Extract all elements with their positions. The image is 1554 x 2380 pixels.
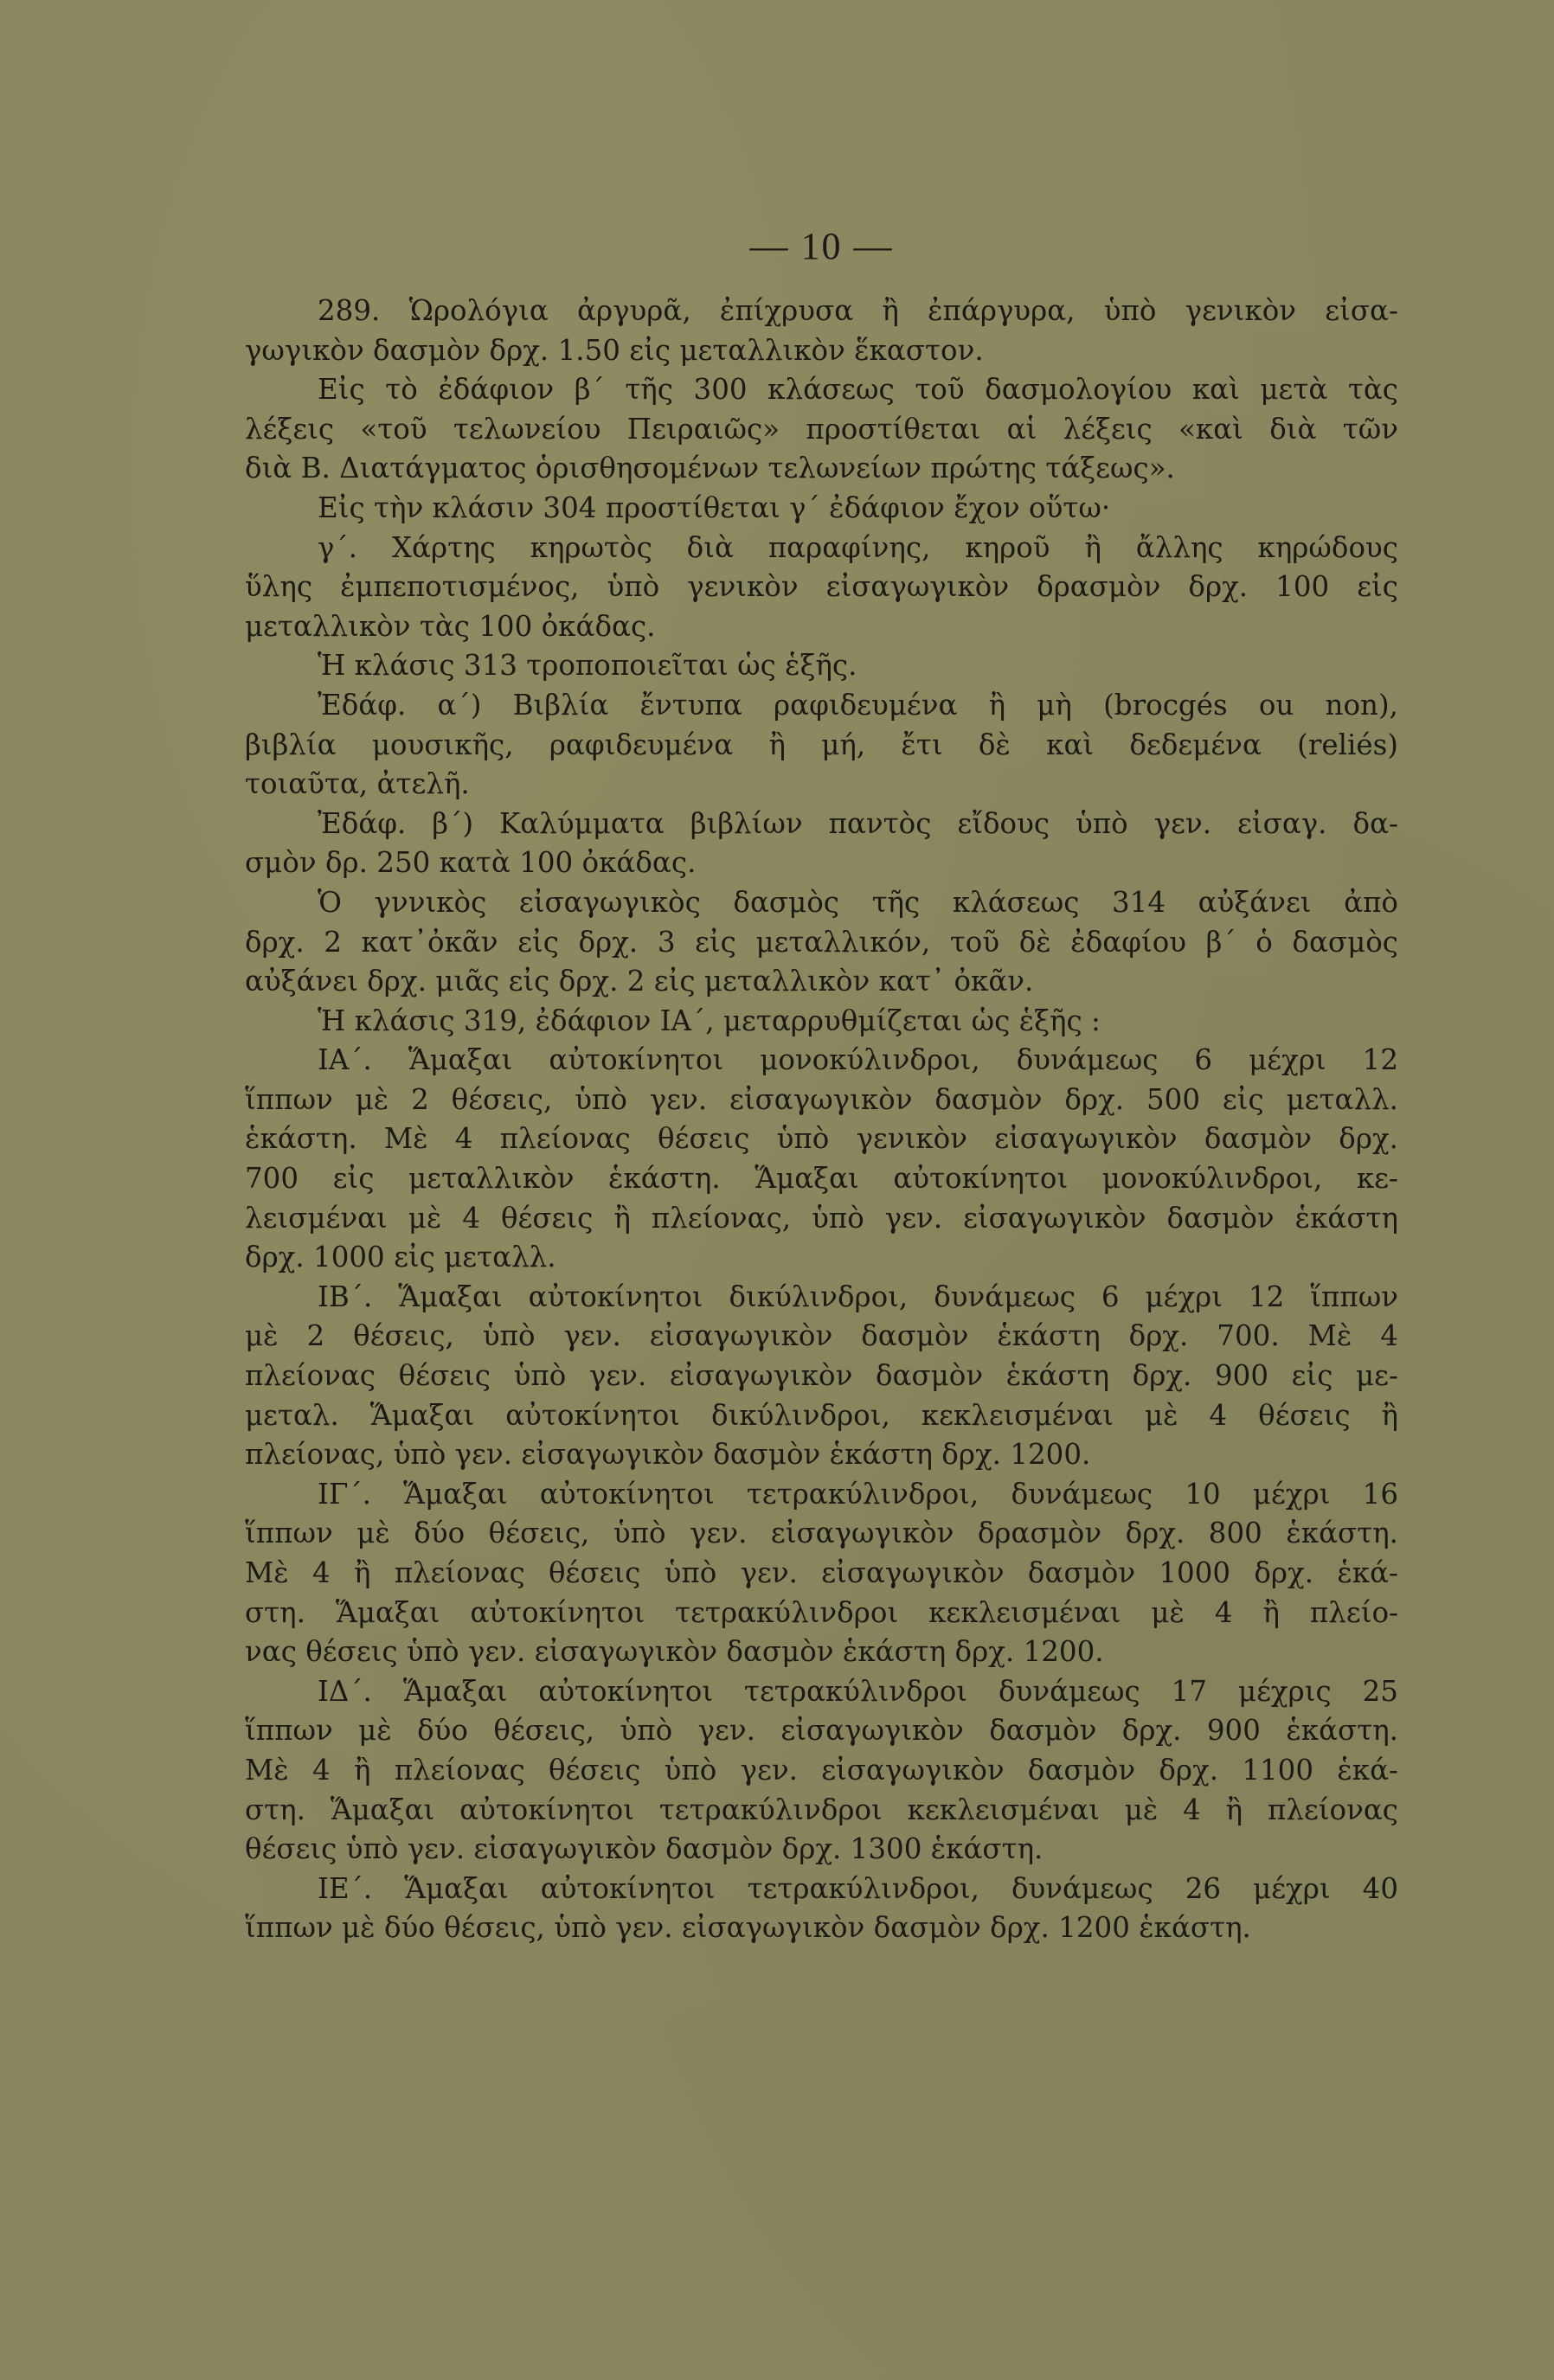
paragraph-pIE (245, 1870, 1398, 1948)
text-line: ἑκάστη. Μὲ 4 πλείονας θέσεις ὑπὸ γενικὸν εἰσαγωγικὸν δασμὸν δρχ. (245, 1122, 1398, 1156)
paragraph-pID (245, 1672, 1398, 1870)
text-line: σμὸν δρ. 250 κατὰ 100 ὀκάδας. (245, 846, 697, 880)
paragraph-pIA (245, 1041, 1398, 1278)
text-line: 700 εἰς μεταλλικὸν ἑκάστη. Ἅμαξαι αὐτοκίνητοι μονοκύλινδροι, κε- (245, 1162, 1398, 1196)
paragraph-p313b (245, 805, 1398, 883)
text-line: Μὲ 4 ἢ πλείονας θέσεις ὑπὸ γεν. εἰσαγωγικὸν δασμὸν δρχ. 1100 ἑκά- (245, 1753, 1398, 1787)
text-line: αὐξάνει δρχ. μιᾶς εἰς δρχ. 2 εἰς μεταλλικὸν κατ᾽ ὀκᾶν. (245, 965, 1034, 998)
text-line: Ἐδάφ. α΄) Βιβλία ἔντυπα ραφιδευμένα ἢ μὴ (brocgés ou non), (318, 688, 1398, 722)
text-line: ΙΑ΄. Ἅμαξαι αὐτοκίνητοι μονοκύλινδροι, δυνάμεως 6 μέχρι 12 (318, 1043, 1398, 1077)
text-line: λεισμέναι μὲ 4 θέσεις ἢ πλείονας, ὑπὸ γεν. εἰσαγωγικὸν δασμὸν ἑκάστη (245, 1201, 1398, 1235)
text-line: ὕλης ἐμπεποτισμένος, ὑπὸ γενικὸν εἰσαγωγικὸν δρασμὸν δρχ. 100 εἰς (245, 570, 1398, 604)
text-line: ἵππων μὲ 2 θέσεις, ὑπὸ γεν. εἰσαγωγικὸν δασμὸν δρχ. 500 εἰς μεταλλ. (245, 1082, 1398, 1116)
text-line: ἵππων μὲ δύο θέσεις, ὑπὸ γεν. εἰσαγωγικὸν δασμὸν δρχ. 900 ἑκάστη. (245, 1714, 1398, 1748)
document-page (245, 221, 1398, 1948)
text-line: δρχ. 2 κατ᾽ὀκᾶν εἰς δρχ. 3 εἰς μεταλλικόν, τοῦ δὲ ἐδαφίου β΄ ὁ δασμὸς (245, 925, 1398, 959)
paragraph-p313 (245, 646, 1398, 686)
text-line: Ἡ κλάσις 313 τροποποιεῖται ὡς ἑξῆς. (318, 649, 857, 683)
paragraph-p313a (245, 686, 1398, 805)
text-line: μεταλλικὸν τὰς 100 ὀκάδας. (245, 609, 656, 643)
text-line: νας θέσεις ὑπὸ γεν. εἰσαγωγικὸν δασμὸν ἑκάστη δρχ. 1200. (245, 1635, 1104, 1669)
paragraph-p314 (245, 883, 1398, 1002)
body-text (245, 292, 1398, 1948)
paragraph-pIB (245, 1278, 1398, 1475)
text-line: θέσεις ὑπὸ γεν. εἰσαγωγικὸν δασμὸν δρχ. 1300 ἑκάστη. (245, 1832, 1043, 1866)
text-line: διὰ Β. Διατάγματος ὁρισθησομένων τελωνείων πρώτης τάξεως». (245, 452, 1175, 485)
paragraph-pIG (245, 1475, 1398, 1672)
text-line: δρχ. 1000 εἰς μεταλλ. (245, 1241, 556, 1274)
text-line: ΙΕ΄. Ἅμαξαι αὐτοκίνητοι τετρακύλινδροι, δυνάμεως 26 μέχρι 40 (318, 1871, 1398, 1905)
text-line: γ΄. Χάρτης κηρωτὸς διὰ παραφίνης, κηροῦ ἢ ἄλλης κηρώδους (318, 530, 1398, 564)
paragraph-p319 (245, 1002, 1398, 1042)
text-line: ΙΒ΄. Ἅμαξαι αὐτοκίνητοι δικύλινδροι, δυνάμεως 6 μέχρι 12 ἵππων (318, 1280, 1398, 1313)
text-line: γωγικὸν δασμὸν δρχ. 1.50 εἰς μεταλλικὸν ἕκαστον. (245, 333, 984, 367)
text-line: στη. Ἅμαξαι αὐτοκίνητοι τετρακύλινδροι κεκλεισμέναι μὲ 4 ἢ πλείο- (245, 1595, 1398, 1629)
text-line: τοιαῦτα, ἀτελῆ. (245, 767, 470, 801)
text-line: ἵππων μὲ δύο θέσεις, ὑπὸ γεν. εἰσαγωγικὸν δρασμὸν δρχ. 800 ἑκάστη. (245, 1517, 1398, 1550)
paragraph-p304 (245, 489, 1398, 529)
paragraph-p304g (245, 529, 1398, 647)
text-line: μεταλ. Ἅμαξαι αὐτοκίνητοι δικύλινδροι, κεκλεισμέναι μὲ 4 θέσεις ἢ (245, 1398, 1398, 1432)
text-line: ΙΓ΄. Ἅμαξαι αὐτοκίνητοι τετρακύλινδροι, δυνάμεως 10 μέχρι 16 (318, 1477, 1398, 1511)
paragraph-p289 (245, 292, 1398, 370)
paragraph-p300 (245, 370, 1398, 489)
text-line: 289. Ὡρολόγια ἀργυρᾶ, ἐπίχρυσα ἢ ἐπάργυρα, ὑπὸ γενικὸν εἰσα- (318, 294, 1398, 327)
text-line: Ἐδάφ. β΄) Καλύμματα βιβλίων παντὸς εἴδους ὑπὸ γεν. εἰσαγ. δα- (318, 806, 1398, 840)
text-line: πλείονας, ὑπὸ γεν. εἰσαγωγικὸν δασμὸν ἑκάστη δρχ. 1200. (245, 1438, 1091, 1472)
text-line: στη. Ἅμαξαι αὐτοκίνητοι τετρακύλινδροι κεκλεισμέναι μὲ 4 ἢ πλείονας (245, 1793, 1398, 1826)
text-line: Ἡ κλάσις 319, ἐδάφιον ΙΑ΄, μεταρρυθμίζεται ὡς ἑξῆς : (318, 1004, 1101, 1037)
text-line: Μὲ 4 ἢ πλείονας θέσεις ὑπὸ γεν. εἰσαγωγικὸν δασμὸν 1000 δρχ. ἑκά- (245, 1556, 1398, 1589)
text-line: ΙΔ΄. Ἅμαξαι αὐτοκίνητοι τετρακύλινδροι δυνάμεως 17 μέχρις 25 (318, 1674, 1398, 1708)
text-line: ἵππων μὲ δύο θέσεις, ὑπὸ γεν. εἰσαγωγικὸν δασμὸν δρχ. 1200 ἑκάστη. (245, 1911, 1251, 1945)
text-line: μὲ 2 θέσεις, ὑπὸ γεν. εἰσαγωγικὸν δασμὸν ἑκάστη δρχ. 700. Μὲ 4 (245, 1319, 1398, 1353)
text-line: Εἰς τὸ ἐδάφιον β΄ τῆς 300 κλάσεως τοῦ δασμολογίου καὶ μετὰ τὰς (318, 373, 1398, 407)
text-line: πλείονας θέσεις ὑπὸ γεν. εἰσαγωγικὸν δασμὸν ἑκάστη δρχ. 900 εἰς με- (245, 1359, 1398, 1393)
page-number: — 10 — (749, 225, 894, 267)
text-line: Ὁ γννικὸς εἰσαγωγικὸς δασμὸς τῆς κλάσεως 314 αὐξάνει ἀπὸ (318, 885, 1398, 919)
text-line: λέξεις «τοῦ τελωνείου Πειραιῶς» προστίθεται αἱ λέξεις «καὶ διὰ τῶν (245, 412, 1398, 446)
text-line: Εἰς τὴν κλάσιν 304 προστίθεται γ΄ ἐδάφιον ἔχον οὕτω· (318, 491, 1111, 524)
text-line: βιβλία μουσικῆς, ραφιδευμένα ἢ μή, ἔτι δὲ καὶ δεδεμένα (reliés) (245, 728, 1398, 761)
